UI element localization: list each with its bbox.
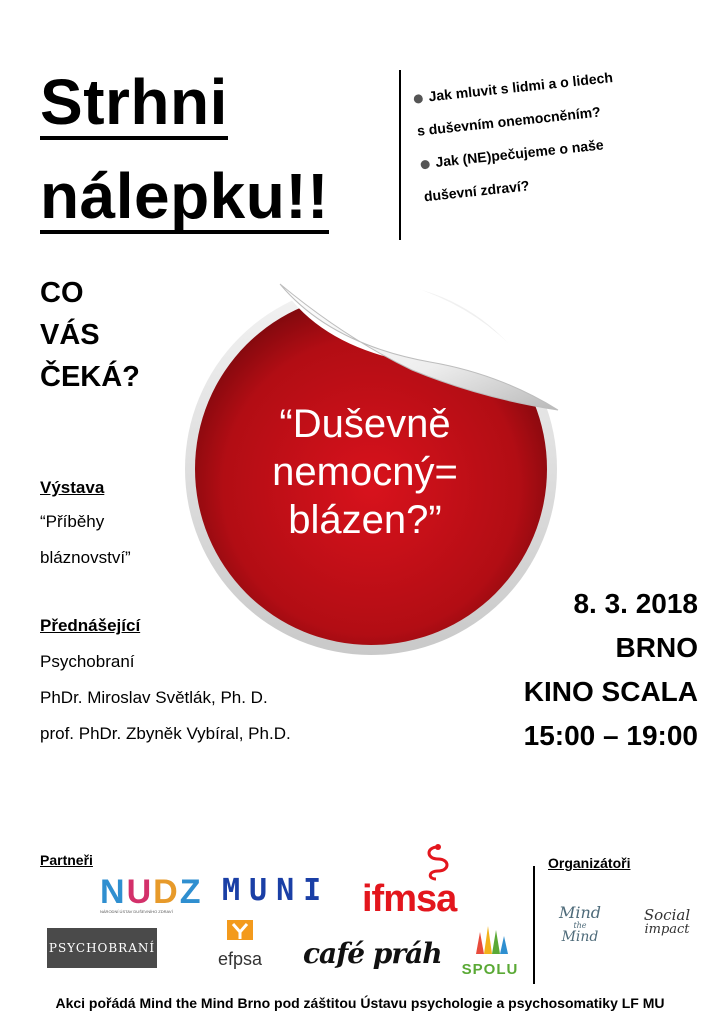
psychobrani-logo: PSYCHOBRANÍ bbox=[47, 928, 157, 968]
vystava-title-line-2: bláznovství” bbox=[40, 548, 131, 567]
efpsa-icon bbox=[225, 918, 255, 942]
speaker-item: PhDr. Miroslav Světlák, Ph. D. bbox=[40, 688, 268, 707]
organizatori-heading: Organizátoři bbox=[548, 855, 631, 871]
nudz-logo: NUDZ NÁRODNÍ ÚSTAV DUŠEVNÍHO ZDRAVÍ bbox=[100, 873, 203, 914]
hands-icon bbox=[470, 922, 510, 956]
bullet-icon bbox=[413, 94, 423, 104]
event-info bbox=[524, 582, 698, 758]
ifmsa-logo: ifmsa bbox=[362, 878, 457, 920]
partneri-heading: Partneři bbox=[40, 852, 93, 868]
vertical-divider-bottom bbox=[533, 866, 535, 984]
vystava-heading: Výstava bbox=[40, 478, 105, 497]
muni-logo: MUNI bbox=[222, 873, 331, 908]
question-item-cont: duševní zdraví? bbox=[423, 177, 531, 205]
social-impact-logo: Social impact bbox=[643, 906, 691, 937]
event-time: 15:00 – 19:00 bbox=[523, 720, 698, 751]
event-date: 8. 3. 2018 bbox=[573, 588, 698, 619]
prednasejici-heading: Přednášející bbox=[40, 616, 141, 635]
event-city: BRNO bbox=[615, 632, 698, 663]
question-item: Jak mluvit s lidmi a o lidech bbox=[412, 55, 674, 115]
questions-list bbox=[412, 55, 684, 213]
speaker-item: prof. PhDr. Zbyněk Vybíral, Ph.D. bbox=[40, 724, 291, 743]
co-vas-ceka-heading: CO VÁS ČEKÁ? bbox=[40, 277, 140, 393]
bullet-icon bbox=[420, 159, 430, 169]
title-line-1: Strhni bbox=[40, 66, 228, 138]
title-line-2: nálepku!! bbox=[40, 160, 329, 232]
vertical-divider bbox=[399, 70, 401, 240]
cafe-prah-logo: café práh bbox=[303, 937, 442, 970]
sticker-text: “Duševně nemocný= blázen?” bbox=[272, 402, 458, 542]
question-item-cont: s duševním onemocněním? bbox=[416, 103, 602, 139]
vystava-title-line-1: “Příběhy bbox=[40, 512, 105, 531]
spolu-logo: SPOLU bbox=[458, 922, 522, 978]
footer-text: Akci pořádá Mind the Mind Brno pod záštitou Ústavu psychologie a psychosomatiky LF MU bbox=[55, 995, 665, 1011]
event-venue: KINO SCALA bbox=[523, 676, 698, 707]
efpsa-logo: efpsa bbox=[205, 918, 275, 970]
mind-the-mind-logo: Mind the Mind bbox=[558, 903, 602, 945]
speaker-item: Psychobraní bbox=[40, 652, 135, 671]
question-item: Jak (NE)pečujeme o naše bbox=[419, 120, 681, 180]
